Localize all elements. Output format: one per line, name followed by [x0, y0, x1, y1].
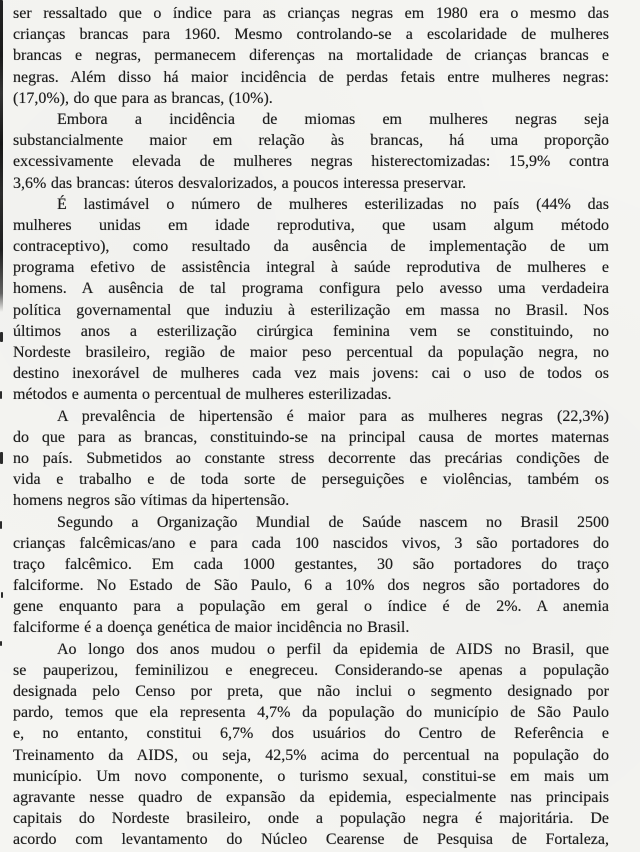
text-line: se pauperizou, feminilizou e enegreceu. Considerando-se apenas a população [13, 661, 609, 679]
paragraph [13, 194, 609, 406]
text-line: e, no entanto, constitui 6,7% dos usuários do Centro de Referência e [13, 725, 609, 743]
scan-speck-artifact [0, 332, 3, 342]
text-line: no país. Submetidos ao constante stress decorrente das precárias condições de [13, 449, 609, 467]
text-line: capitais do Nordeste brasileiro, onde a população negra é majoritária. De [13, 810, 609, 828]
scan-speck-artifact [1, 592, 3, 598]
text-line: crianças falcêmicas/ano e para cada 100 nascidos vivos, 3 são portadores do [13, 534, 609, 552]
text-line: homens negros são vítimas da hipertensão. [13, 492, 290, 510]
paragraph [13, 3, 609, 109]
scan-speck-artifact [0, 521, 2, 529]
paragraph [13, 639, 609, 851]
text-line: designada pelo Censo por preta, que não inclui o segmento designado por [13, 683, 609, 700]
text-line: A prevalência de hipertensão é maior para as mulheres negras (22,3%) [57, 407, 609, 425]
scan-edge-artifact [0, 0, 3, 312]
text-line: É lastimável o número de mulheres esterilizadas no país (44% das [57, 195, 609, 213]
scan-speck-artifact [0, 452, 3, 464]
scan-speck-artifact [0, 641, 2, 646]
text-line: traço falcêmico. Em cada 1000 gestantes, 30 são portadores do traço [13, 555, 609, 573]
text-line: política governamental que induziu à esterilização em massa no Brasil. Nos [13, 301, 609, 319]
text-line: substancialmente maior em relação às brancas, há uma proporção [13, 132, 609, 150]
text-line: 3,6% das brancas: úteros desvalorizados, a poucos interessa preservar. [13, 174, 467, 192]
text-line: município. Um novo componente, o turismo sexual, constitui-se em mais um [13, 767, 609, 785]
text-line: Embora a incidência de miomas em mulheres negras seja [57, 110, 609, 128]
text-line: falciforme é a doença genética de maior incidência no Brasil. [13, 619, 410, 637]
text-line: Segundo a Organização Mundial de Saúde nascem no Brasil 2500 [57, 513, 609, 531]
text-line: mulheres unidas em idade reprodutiva, que usam algum método [13, 216, 609, 234]
text-line: programa efetivo de assistência integral à saúde reprodutiva de mulheres e [13, 259, 609, 277]
text-line: gene enquanto para a população em geral o índice é de 2%. A anemia [13, 598, 609, 616]
text-line: contraceptivo), como resultado da ausência de implementação de um [13, 238, 609, 256]
text-line: Nordeste brasileiro, região de maior peso percentual da população negra, no [13, 344, 609, 361]
text-line: falciforme. No Estado de São Paulo, 6 a 10% dos negros são portadores do [13, 577, 609, 595]
text-line: excessivamente elevada de mulheres negras histerectomizadas: 15,9% contra [13, 153, 609, 171]
text-line: crianças brancas para 1960. Mesmo controlando-se a escolaridade de mulheres [13, 26, 609, 44]
text-line: vida e trabalho e de toda sorte de perseguições e violências, também os [13, 471, 609, 489]
text-line: Ao longo dos anos mudou o perfil da epidemia de AIDS no Brasil, que [57, 640, 609, 658]
text-line: métodos e aumenta o percentual de mulheres esterilizadas. [13, 386, 392, 404]
text-line: homens. A ausência de tal programa configura pelo avesso uma verdadeira [13, 280, 609, 298]
text-line: últimos anos a esterilização cirúrgica feminina vem se constituindo, no [13, 322, 609, 340]
text-line: agravante nesse quadro de expansão da epidemia, especialmente nas principais [13, 788, 609, 806]
paragraph [13, 109, 609, 194]
text-line: pardo, temos que ela representa 4,7% da população do município de São Paulo [13, 704, 609, 722]
text-line: (17,0%), do que para as brancas, (10%). [13, 89, 273, 107]
text-line: do que para as brancas, constituindo-se na principal causa de mortes maternas [13, 428, 609, 446]
scan-speck-artifact [0, 391, 2, 399]
paragraph [13, 512, 609, 639]
text-line: brancas e negras, permanecem diferenças na mortalidade de crianças brancas e [13, 47, 609, 65]
text-line: negras. Além disso há maior incidência de perdas fetais entre mulheres negras: [13, 68, 609, 86]
text-line: ser ressaltado que o índice para as crianças negras em 1980 era o mesmo das [13, 5, 609, 22]
paragraph [13, 406, 609, 512]
document-text [13, 3, 609, 852]
text-line: Treinamento da AIDS, ou seja, 42,5% acima do percentual na população do [13, 746, 609, 764]
text-line: acordo com levantamento do Núcleo Cearense de Pesquisa de Fortaleza, [13, 831, 609, 849]
text-line: destino inexorável de mulheres cada vez mais jovens: cai o uso de todos os [13, 365, 609, 383]
